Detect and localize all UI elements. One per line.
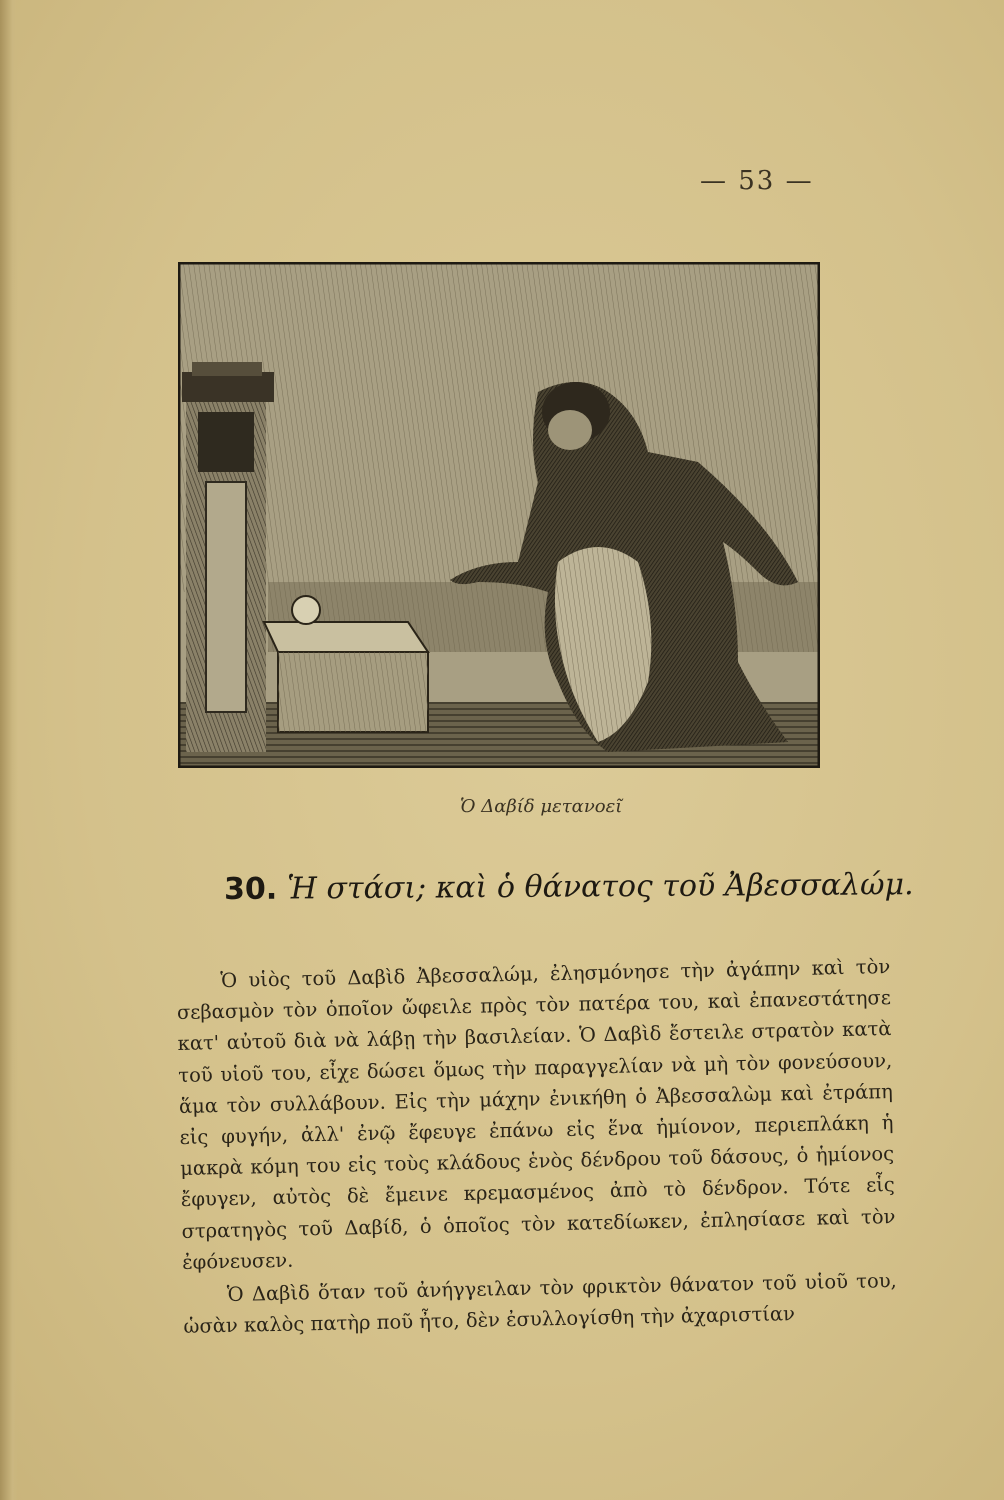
chapter-title-text: Ἡ στάσι; καὶ ὁ θάνατος τοῦ Ἀβεσσαλώμ. — [287, 867, 914, 907]
body-paragraph: Ὁ υἱὸς τοῦ Δαβὶδ Ἀβεσσαλώμ, ἐλησμόνησε τὴν ἀγάπην καὶ τὸν σεβασμὸν τὸν ὁποῖον ὤφειλε πρὸς τὸν πατέρα του, καὶ ἐπανεστάτησε κατ' αὐτοῦ διὰ νὰ λάβῃ τὴν βασιλείαν. Ὁ Δαβὶδ ἔστειλε στρατὸν κατὰ τοῦ υἱοῦ του, εἶχε δώσει ὅμως τὴν παραγγελίαν νὰ μὴ τὸν φονεύσουν, ἅμα τὸν συλλάβουν. Εἰς τὴν μάχην ἐνικήθη ὁ Ἀβεσσαλὼμ καὶ ἐτράπη εἰς φυγήν, ἀλλ' ἐνῷ ἔφευγε ἐπάνω εἰς ἕνα ἡμίονον, περιεπλάκη ἡ μακρὰ κόμη του εἰς τοὺς κλάδους ἑνὸς δένδρου τοῦ δάσους, ὁ ἡμίονος ἔφυγεν, αὐτὸς δὲ ἔμεινε κρεμασμένος ἀπὸ τὸ δένδρον. Τότε εἷς στρατηγὸς τοῦ Δαβίδ, ὁ ὁποῖος τὸν κατεδίωκεν, ἐπλησίασε καὶ τὸν ἐφόνευσεν. — [176, 955, 896, 1274]
chapter-title — [224, 867, 944, 907]
chapter-body — [176, 951, 898, 1342]
chapter-number: 30. — [223, 871, 278, 907]
page-spine-shadow — [0, 0, 18, 1500]
engraving-illustration — [178, 262, 820, 768]
page-number: — 53 — — [700, 166, 814, 196]
figure-caption: Ὁ Δαβίδ μετανοεῖ — [460, 796, 623, 817]
body-paragraph: Ὁ Δαβὶδ ὅταν τοῦ ἀνήγγειλαν τὸν φρικτὸν θάνατον τοῦ υἱοῦ του, ὡσὰν καλὸς πατὴρ ποῦ ἦτο, δὲν ἐσυλλογίσθη τὴν ἀχαριστίαν — [183, 1269, 897, 1339]
